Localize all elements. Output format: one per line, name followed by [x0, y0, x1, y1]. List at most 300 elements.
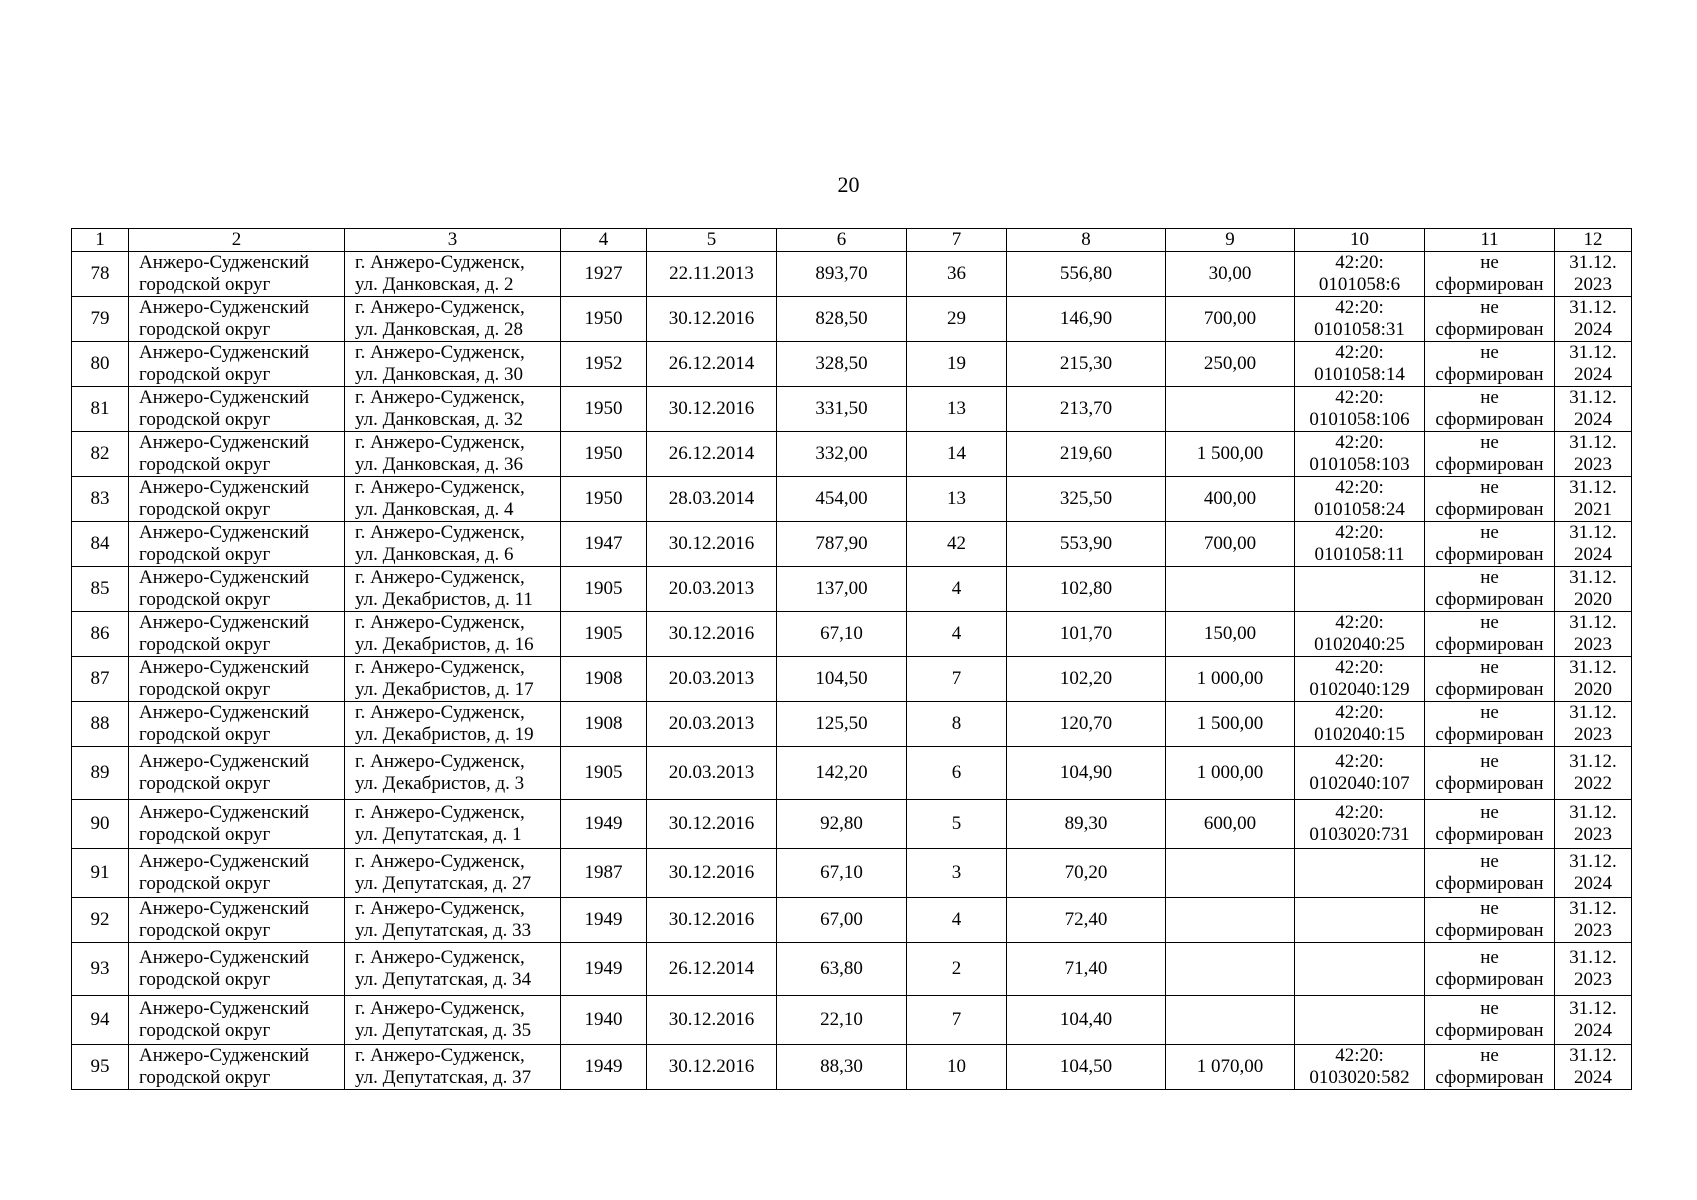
date-cell-text: 26.12.2014 [668, 958, 755, 979]
municipality-cell [129, 297, 345, 342]
year-cell [561, 612, 647, 657]
date-cell-text: 30.12.2016 [668, 533, 755, 554]
column-8-cell [1007, 657, 1166, 702]
year-cell [561, 252, 647, 297]
address-cell-text: г. Анжеро-Судженск, [355, 851, 525, 872]
deadline-cell-text: 2021 [1574, 499, 1612, 520]
table-row [72, 567, 1632, 612]
address-cell-text: г. Анжеро-Судженск, [355, 702, 525, 723]
address-cell [345, 567, 561, 612]
residents-cell [907, 342, 1007, 387]
column-9-cell [1166, 342, 1295, 387]
column-9-cell-text: 150,00 [1203, 623, 1257, 644]
year-cell-text: 1905 [584, 762, 623, 783]
date-cell [647, 849, 777, 898]
deadline-cell-text: 2023 [1574, 454, 1612, 475]
residents-cell-text: 10 [947, 1056, 966, 1077]
column-9-cell-text: 700,00 [1203, 533, 1257, 554]
area-cell [777, 849, 907, 898]
cadastral-number-cell-text: 0101058:103 [1309, 454, 1410, 475]
municipality-cell [129, 747, 345, 800]
table-row [72, 522, 1632, 567]
date-cell [647, 702, 777, 747]
land-status-cell [1425, 849, 1555, 898]
area-cell-text: 92,80 [820, 813, 863, 834]
column-header-5: 5 [647, 229, 777, 252]
residents-cell-text: 4 [951, 623, 962, 644]
column-8-cell-text: 553,90 [1059, 533, 1113, 554]
municipality-cell-text: городской округ [139, 920, 271, 941]
column-8-cell-text: 72,40 [1064, 909, 1108, 930]
deadline-cell-text: 2024 [1574, 1020, 1612, 1041]
municipality-cell-text: городской округ [139, 1067, 271, 1088]
deadline-cell-text: 31.12. [1569, 297, 1617, 318]
municipality-cell-text: городской округ [139, 773, 271, 794]
deadline-cell-text: 2022 [1574, 773, 1612, 794]
row-number-cell-text: 94 [90, 1009, 110, 1030]
table-row [72, 898, 1632, 943]
column-8-cell [1007, 522, 1166, 567]
column-8-cell-text: 104,40 [1059, 1009, 1113, 1030]
row-number-cell [72, 252, 129, 297]
deadline-cell-text: 31.12. [1569, 898, 1617, 919]
municipality-cell-text: Анжеро-Судженский [139, 657, 310, 678]
cadastral-number-cell-text: 0102040:107 [1309, 773, 1410, 794]
municipality-cell-text: Анжеро-Судженский [139, 387, 310, 408]
column-8-cell [1007, 612, 1166, 657]
land-status-cell-text: не [1480, 297, 1499, 318]
area-cell-text: 137,00 [815, 578, 868, 599]
year-cell-text: 1949 [584, 909, 623, 930]
land-status-cell [1425, 657, 1555, 702]
cadastral-number-cell [1295, 800, 1425, 849]
municipality-cell [129, 849, 345, 898]
address-cell-text: г. Анжеро-Судженск, [355, 998, 525, 1019]
year-cell-text: 1987 [584, 862, 623, 883]
column-9-cell [1166, 252, 1295, 297]
cadastral-number-cell [1295, 996, 1425, 1045]
year-cell-text: 1949 [584, 958, 623, 979]
municipality-cell-text: Анжеро-Судженский [139, 252, 310, 273]
date-cell-text: 30.12.2016 [668, 308, 755, 329]
deadline-cell-text: 2023 [1574, 634, 1612, 655]
address-cell [345, 800, 561, 849]
residents-cell [907, 702, 1007, 747]
row-number-cell [72, 522, 129, 567]
residents-cell-text: 14 [947, 443, 966, 464]
date-cell-text: 30.12.2016 [668, 813, 755, 834]
address-cell [345, 849, 561, 898]
deadline-cell [1555, 943, 1632, 996]
land-status-cell-text: сформирован [1435, 679, 1544, 700]
address-cell-text: ул. Данковская, д. 28 [355, 319, 524, 340]
land-status-cell [1425, 477, 1555, 522]
municipality-cell [129, 252, 345, 297]
row-number-cell [72, 477, 129, 522]
table-row [72, 387, 1632, 432]
area-cell [777, 342, 907, 387]
row-number-cell [72, 800, 129, 849]
year-cell-text: 1949 [584, 813, 623, 834]
column-8-cell-text: 104,90 [1059, 762, 1113, 783]
row-number-cell-text: 81 [90, 398, 110, 419]
cadastral-number-cell [1295, 747, 1425, 800]
year-cell [561, 567, 647, 612]
row-number-cell [72, 996, 129, 1045]
cadastral-number-cell-text: 42:20: [1335, 1045, 1384, 1066]
land-status-cell-text: сформирован [1435, 319, 1544, 340]
column-9-cell [1166, 612, 1295, 657]
date-cell [647, 747, 777, 800]
row-number-cell-text: 88 [90, 713, 110, 734]
municipality-cell-text: Анжеро-Судженский [139, 898, 310, 919]
year-cell [561, 1045, 647, 1090]
municipality-cell-text: Анжеро-Судженский [139, 477, 310, 498]
year-cell-text: 1950 [584, 488, 623, 509]
cadastral-number-cell [1295, 657, 1425, 702]
cadastral-number-cell-text: 0101058:106 [1309, 409, 1410, 430]
area-cell [777, 800, 907, 849]
address-cell-text: ул. Декабристов, д. 16 [355, 634, 534, 655]
row-number-cell [72, 747, 129, 800]
residents-cell [907, 477, 1007, 522]
municipality-cell-text: Анжеро-Судженский [139, 432, 310, 453]
column-header-10: 10 [1295, 229, 1425, 252]
date-cell [647, 996, 777, 1045]
address-cell-text: г. Анжеро-Судженск, [355, 432, 525, 453]
land-status-cell-text: не [1480, 567, 1499, 588]
cadastral-number-cell-text: 0101058:11 [1314, 544, 1405, 565]
deadline-cell-text: 2024 [1574, 1067, 1612, 1088]
land-status-cell-text: не [1480, 751, 1499, 772]
deadline-cell-text: 31.12. [1569, 387, 1617, 408]
deadline-cell-text: 2024 [1574, 364, 1612, 385]
area-cell [777, 477, 907, 522]
column-9-cell-text: 1 500,00 [1196, 713, 1264, 734]
cadastral-number-cell [1295, 522, 1425, 567]
municipality-cell-text: городской округ [139, 679, 271, 700]
municipality-cell-text: городской округ [139, 724, 271, 745]
residents-cell [907, 252, 1007, 297]
deadline-cell-text: 2023 [1574, 274, 1612, 295]
column-8-cell-text: 71,40 [1064, 958, 1108, 979]
row-number-cell [72, 849, 129, 898]
municipality-cell [129, 477, 345, 522]
deadline-cell [1555, 387, 1632, 432]
date-cell [647, 1045, 777, 1090]
address-cell-text: ул. Декабристов, д. 17 [355, 679, 534, 700]
deadline-cell [1555, 996, 1632, 1045]
municipality-cell-text: городской округ [139, 1020, 271, 1041]
land-status-cell-text: сформирован [1435, 1020, 1544, 1041]
year-cell-text: 1949 [584, 1056, 623, 1077]
address-cell-text: ул. Декабристов, д. 3 [355, 773, 525, 794]
date-cell-text: 20.03.2013 [668, 668, 755, 689]
column-8-cell-text: 215,30 [1059, 353, 1113, 374]
deadline-cell-text: 31.12. [1569, 522, 1617, 543]
municipality-cell-text: Анжеро-Судженский [139, 342, 310, 363]
cadastral-number-cell [1295, 702, 1425, 747]
row-number-cell [72, 898, 129, 943]
column-9-cell [1166, 702, 1295, 747]
municipality-cell-text: Анжеро-Судженский [139, 851, 310, 872]
row-number-cell [72, 657, 129, 702]
column-8-cell-text: 89,30 [1064, 813, 1108, 834]
year-cell-text: 1905 [584, 578, 623, 599]
column-9-cell [1166, 747, 1295, 800]
deadline-cell [1555, 849, 1632, 898]
date-cell-text: 20.03.2013 [668, 762, 755, 783]
residents-cell-text: 4 [951, 578, 962, 599]
residents-cell-text: 4 [951, 909, 962, 930]
address-cell [345, 996, 561, 1045]
municipality-cell-text: городской округ [139, 409, 271, 430]
column-8-cell [1007, 297, 1166, 342]
year-cell-text: 1950 [584, 308, 623, 329]
date-cell [647, 432, 777, 477]
deadline-cell-text: 31.12. [1569, 702, 1617, 723]
table-row [72, 612, 1632, 657]
land-status-cell [1425, 800, 1555, 849]
date-cell [647, 297, 777, 342]
deadline-cell-text: 31.12. [1569, 802, 1617, 823]
year-cell-text: 1908 [584, 713, 623, 734]
table-row [72, 849, 1632, 898]
land-status-cell-text: сформирован [1435, 589, 1544, 610]
cadastral-number-cell-text: 0103020:731 [1309, 824, 1410, 845]
deadline-cell-text: 2023 [1574, 724, 1612, 745]
land-status-cell-text: не [1480, 432, 1499, 453]
address-cell [345, 522, 561, 567]
column-9-cell-text: 400,00 [1203, 488, 1257, 509]
table-row [72, 342, 1632, 387]
area-cell [777, 1045, 907, 1090]
date-cell-text: 20.03.2013 [668, 713, 755, 734]
residents-cell [907, 567, 1007, 612]
municipality-cell-text: городской округ [139, 969, 271, 990]
cadastral-number-cell [1295, 477, 1425, 522]
municipality-cell [129, 657, 345, 702]
cadastral-number-cell-text: 0102040:129 [1309, 679, 1410, 700]
column-8-cell-text: 556,80 [1059, 263, 1113, 284]
table-row [72, 702, 1632, 747]
land-status-cell-text: не [1480, 802, 1499, 823]
year-cell [561, 747, 647, 800]
column-8-cell [1007, 477, 1166, 522]
deadline-cell [1555, 297, 1632, 342]
land-status-cell-text: не [1480, 342, 1499, 363]
municipality-cell-text: городской округ [139, 454, 271, 475]
cadastral-number-cell-text: 0103020:582 [1309, 1067, 1410, 1088]
column-9-cell [1166, 657, 1295, 702]
deadline-cell-text: 31.12. [1569, 657, 1617, 678]
row-number-cell-text: 85 [90, 578, 110, 599]
cadastral-number-cell [1295, 252, 1425, 297]
area-cell [777, 252, 907, 297]
residents-cell [907, 387, 1007, 432]
year-cell [561, 297, 647, 342]
municipality-cell [129, 702, 345, 747]
deadline-cell [1555, 432, 1632, 477]
row-number-cell-text: 93 [90, 958, 110, 979]
column-9-cell-text: 1 000,00 [1196, 762, 1264, 783]
municipality-cell [129, 996, 345, 1045]
year-cell [561, 522, 647, 567]
municipality-cell [129, 432, 345, 477]
date-cell [647, 252, 777, 297]
column-8-cell-text: 219,60 [1059, 443, 1113, 464]
area-cell-text: 828,50 [815, 308, 868, 329]
row-number-cell-text: 78 [90, 263, 110, 284]
address-cell-text: ул. Депутатская, д. 35 [355, 1020, 532, 1041]
land-status-cell-text: сформирован [1435, 364, 1544, 385]
cadastral-number-cell-text: 0101058:24 [1314, 499, 1405, 520]
municipality-cell-text: городской округ [139, 824, 271, 845]
row-number-cell-text: 83 [90, 488, 110, 509]
address-cell [345, 612, 561, 657]
address-cell-text: г. Анжеро-Судженск, [355, 657, 525, 678]
cadastral-number-cell [1295, 567, 1425, 612]
land-status-cell-text: сформирован [1435, 920, 1544, 941]
column-8-cell [1007, 342, 1166, 387]
date-cell [647, 477, 777, 522]
column-9-cell-text: 30,00 [1208, 263, 1252, 284]
address-cell-text: ул. Данковская, д. 32 [355, 409, 524, 430]
column-9-cell-text: 1 500,00 [1196, 443, 1264, 464]
land-status-cell-text: не [1480, 702, 1499, 723]
cadastral-number-cell [1295, 432, 1425, 477]
column-header-8: 8 [1007, 229, 1166, 252]
date-cell [647, 567, 777, 612]
area-cell [777, 432, 907, 477]
column-9-cell-text: 700,00 [1203, 308, 1257, 329]
residents-cell [907, 432, 1007, 477]
deadline-cell-text: 2023 [1574, 969, 1612, 990]
area-cell [777, 898, 907, 943]
deadline-cell-text: 2020 [1574, 679, 1612, 700]
land-status-cell-text: сформирован [1435, 454, 1544, 475]
address-cell-text: ул. Данковская, д. 30 [355, 364, 524, 385]
column-8-cell [1007, 898, 1166, 943]
land-status-cell-text: не [1480, 522, 1499, 543]
column-8-cell-text: 325,50 [1059, 488, 1113, 509]
area-cell-text: 67,10 [820, 623, 863, 644]
municipality-cell [129, 943, 345, 996]
deadline-cell [1555, 702, 1632, 747]
cadastral-number-cell-text: 42:20: [1335, 522, 1384, 543]
row-number-cell-text: 86 [90, 623, 110, 644]
deadline-cell-text: 2024 [1574, 544, 1612, 565]
residents-cell-text: 5 [951, 813, 962, 834]
land-status-cell-text: не [1480, 898, 1499, 919]
area-cell-text: 328,50 [815, 353, 868, 374]
address-cell [345, 898, 561, 943]
column-header-1: 1 [72, 229, 129, 252]
municipality-cell [129, 612, 345, 657]
land-status-cell [1425, 387, 1555, 432]
address-cell [345, 252, 561, 297]
residents-cell-text: 19 [947, 353, 966, 374]
cadastral-number-cell-text: 42:20: [1335, 751, 1384, 772]
year-cell-text: 1950 [584, 398, 623, 419]
cadastral-number-cell-text: 0102040:15 [1314, 724, 1405, 745]
deadline-cell-text: 31.12. [1569, 751, 1617, 772]
land-status-cell-text: сформирован [1435, 544, 1544, 565]
residents-cell-text: 3 [951, 862, 962, 883]
deadline-cell-text: 31.12. [1569, 477, 1617, 498]
deadline-cell-text: 31.12. [1569, 851, 1617, 872]
address-cell-text: ул. Декабристов, д. 19 [355, 724, 534, 745]
cadastral-number-cell [1295, 342, 1425, 387]
address-cell-text: ул. Данковская, д. 36 [355, 454, 524, 475]
land-status-cell-text: сформирован [1435, 773, 1544, 794]
land-status-cell-text: не [1480, 612, 1499, 633]
address-cell-text: ул. Депутатская, д. 1 [355, 824, 522, 845]
year-cell-text: 1905 [584, 623, 623, 644]
column-9-cell [1166, 898, 1295, 943]
row-number-cell [72, 943, 129, 996]
municipality-cell-text: городской округ [139, 634, 271, 655]
residents-cell-text: 8 [951, 713, 962, 734]
land-status-cell-text: не [1480, 477, 1499, 498]
year-cell [561, 657, 647, 702]
date-cell-text: 28.03.2014 [668, 488, 755, 509]
date-cell [647, 522, 777, 567]
year-cell [561, 342, 647, 387]
deadline-cell-text: 2024 [1574, 319, 1612, 340]
land-status-cell [1425, 342, 1555, 387]
date-cell-text: 30.12.2016 [668, 1056, 755, 1077]
column-8-cell-text: 120,70 [1059, 713, 1113, 734]
address-cell-text: ул. Депутатская, д. 34 [355, 969, 532, 990]
column-8-cell [1007, 800, 1166, 849]
deadline-cell [1555, 1045, 1632, 1090]
address-cell-text: г. Анжеро-Судженск, [355, 802, 525, 823]
column-8-cell [1007, 432, 1166, 477]
year-cell [561, 898, 647, 943]
address-cell-text: г. Анжеро-Судженск, [355, 612, 525, 633]
area-cell-text: 67,00 [820, 909, 863, 930]
column-9-cell-text: 600,00 [1203, 813, 1257, 834]
column-9-cell [1166, 800, 1295, 849]
land-status-cell-text: сформирован [1435, 409, 1544, 430]
residents-cell-text: 42 [947, 533, 966, 554]
column-8-cell [1007, 996, 1166, 1045]
cadastral-number-cell-text: 0101058:31 [1314, 319, 1405, 340]
area-cell-text: 125,50 [815, 713, 868, 734]
column-9-cell [1166, 996, 1295, 1045]
residents-cell-text: 36 [947, 263, 966, 284]
area-cell [777, 612, 907, 657]
column-header-11: 11 [1425, 229, 1555, 252]
column-header-2: 2 [129, 229, 345, 252]
address-cell-text: ул. Декабристов, д. 11 [355, 589, 533, 610]
area-cell-text: 67,10 [820, 862, 863, 883]
municipality-cell [129, 342, 345, 387]
residents-cell [907, 657, 1007, 702]
date-cell-text: 30.12.2016 [668, 1009, 755, 1030]
municipality-cell [129, 898, 345, 943]
column-9-cell [1166, 567, 1295, 612]
table-row [72, 432, 1632, 477]
residents-cell-text: 13 [947, 488, 966, 509]
year-cell-text: 1950 [584, 443, 623, 464]
column-9-cell [1166, 387, 1295, 432]
address-cell-text: г. Анжеро-Судженск, [355, 751, 525, 772]
land-status-cell-text: не [1480, 998, 1499, 1019]
address-cell-text: г. Анжеро-Судженск, [355, 898, 525, 919]
municipality-cell-text: городской округ [139, 364, 271, 385]
